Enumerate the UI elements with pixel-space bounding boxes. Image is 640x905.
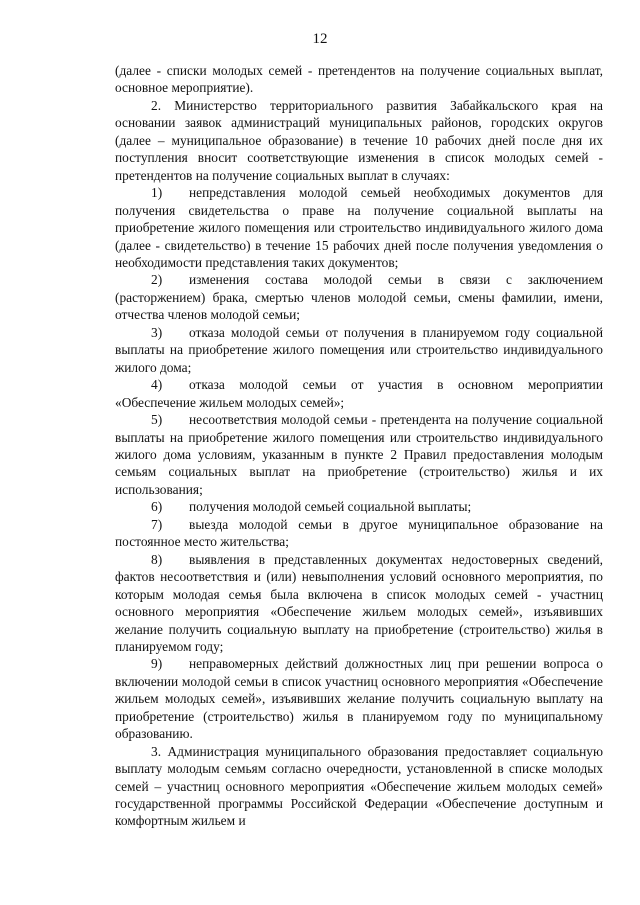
list-item-number: 8) [151, 551, 163, 567]
list-item-number: 4) [151, 377, 163, 393]
list-item-text: изменения состава молодой семьи в связи с заключением (расторжением) брака, смертью членов молодой семьи, смены фамилии, имени, отчества членов молодой семьи; [115, 272, 603, 323]
list-item-text: отказа молодой семьи от получения в планируемом году социальной выплаты на приобретение жилого помещения или строительство индивидуального жилого дома; [115, 324, 603, 375]
list-item-7 [115, 516, 603, 551]
list-item-text: получения молодой семьей социальной выплаты; [189, 499, 472, 515]
list-item-4 [115, 376, 603, 411]
list-item-1 [115, 184, 603, 271]
list-item-8 [115, 551, 603, 656]
page-number: 12 [312, 31, 328, 47]
list-item-text: непредставления молодой семьей необходимых документов для получения свидетельства о праве на получение социальной выплаты на приобретение жилого помещения или строительство индивидуального жилого дома (далее - свидетельство) в течение 15 рабочих дней после получения уведомления о необходимости представления таких документов; [115, 185, 603, 270]
document-body [115, 62, 603, 830]
list-item-text: несоответствия молодой семьи - претендента на получение социальной выплаты на приобретение жилого помещения или строительство индивидуального жилого дома условиям, указанным в пункте 2 Правил предоставления молодым семьям социальных выплат на приобретение (строительство) жилья и их использования; [115, 412, 603, 497]
paragraph-continuation: (далее - списки молодых семей - претендентов на получение социальных выплат, основное мероприятие). [115, 63, 603, 96]
list-item-text: выезда молодой семьи в другое муниципальное образование на постоянное место жительства; [115, 516, 603, 550]
list-item-9 [115, 655, 603, 742]
list-item-number: 9) [151, 656, 163, 672]
paragraph-3: 3. Администрация муниципального образования предоставляет социальную выплату молодым семьям согласно очередности, установленной в списке молодых семей – участниц основного мероприятия «Обеспечение жильем молодых семей» государственной программы Российской Федерации «Обеспечение доступным и комфортным жильем и [115, 743, 603, 829]
list-item-number: 6) [151, 499, 163, 515]
paragraph-2: 2. Министерство территориального развития Забайкальского края на основании заявок администраций муниципальных районов, городских округов (далее – муниципальное образование) в течение 10 рабочих дней после дня их поступления вносит соответствующие изменения в список молодых семей - претендентов на получение социальных выплат в случаях: [115, 97, 603, 183]
list-item-number: 1) [151, 185, 163, 201]
list-item-number: 3) [151, 324, 163, 340]
list-item-5 [115, 411, 603, 498]
list-item-number: 7) [151, 516, 163, 532]
list-item-2 [115, 271, 603, 323]
list-item-number: 5) [151, 412, 163, 428]
list-item-text: неправомерных действий должностных лиц при решении вопроса о включении молодой семьи в список участниц основного мероприятия «Обеспечение жильем молодых семей», изъявивших желание получить социальную выплату на приобретение (строительство) жилья в планируемом году по муниципальному образованию. [115, 656, 603, 742]
list-item-3 [115, 324, 603, 376]
list-item-text: выявления в представленных документах недостоверных сведений, фактов несоответствия и (или) невыполнения условий основного мероприятия, по которым молодая семья была включена в список молодых семей - участниц основного мероприятия «Обеспечение жильем молодых семей», изъявивших желание получить социальную выплату на приобретение (строительство) жилья в планируемом году; [115, 551, 603, 654]
list-item-6 [115, 498, 603, 515]
list-item-text: отказа молодой семьи от участия в основном мероприятии «Обеспечение жильем молодых семей»; [115, 377, 603, 410]
list-item-number: 2) [151, 272, 163, 288]
